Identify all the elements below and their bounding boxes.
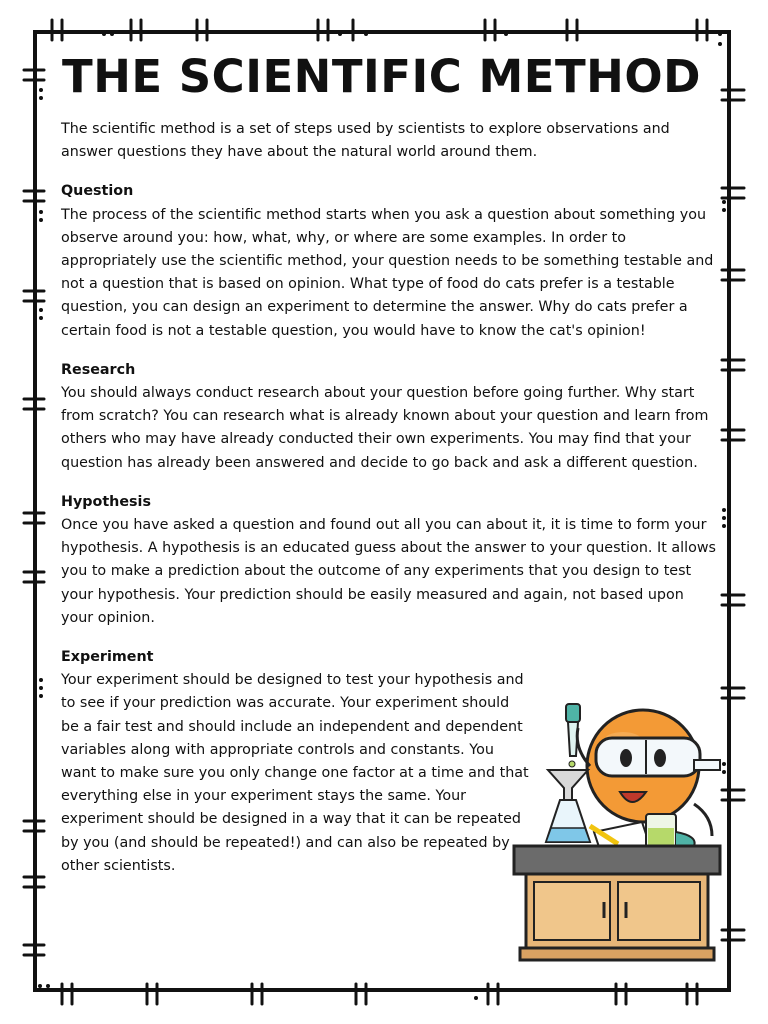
funnel-flask-icon <box>546 770 590 842</box>
section-body-hypothesis: Once you have asked a question and found out all you can about it, it is time to form your hypothesis. A hypothesis is an educated guess about the answer to your question. It allows you to make a prediction about the outcome of any experiments that you design to test your hypothesis. Your prediction should be easily measured and again, not based upon your opinion. <box>61 517 716 626</box>
intro-paragraph: The scientific method is a set of steps used by scientists to explore observations and answer questions they have about the natural world around them. <box>61 121 670 161</box>
section-body-question: The process of the scientific method starts when you ask a question about something you observe around you: how, what, why, or where are some examples. In order to appropriately use the scientific method, your question needs to be something testable and not a question that is based on opinion. What type of food do cats prefer is a testable question, you can design an experiment to determine the answer. Why do cats prefer a certain food is not a testable question, you would have to know the cat's opinion! <box>61 206 714 339</box>
section-body-experiment: Your experiment should be designed to test your hypothesis and to see if your prediction was accurate. Your experiment should be a fair test and should include an independent and dependent variables along with appropriate controls and constants. You want to make sure you only change one factor at a time and that everything else in your experiment stays the same. Your experiment should be designed in a way that it can be repeated by you (and should be repeated!) and can also be repeated by other scientists. <box>61 672 529 874</box>
section-heading-question: Question <box>61 183 134 200</box>
section-body-research: You should always conduct research about your question before going further. Why start from scratch? You can research what is already known about your question and learn from others who may have already conducted their own experiments. You may find that your question has already been answered and decide to go back and ask a different question. <box>61 385 709 471</box>
section-heading-experiment: Experiment <box>61 649 154 666</box>
section-heading-research: Research <box>61 361 136 378</box>
page-title: THE SCIENTIFIC METHOD <box>62 50 701 103</box>
lab-bench-icon <box>514 846 720 960</box>
section-heading-hypothesis: Hypothesis <box>61 493 151 510</box>
scientist-at-lab-bench-illustration <box>508 696 726 966</box>
